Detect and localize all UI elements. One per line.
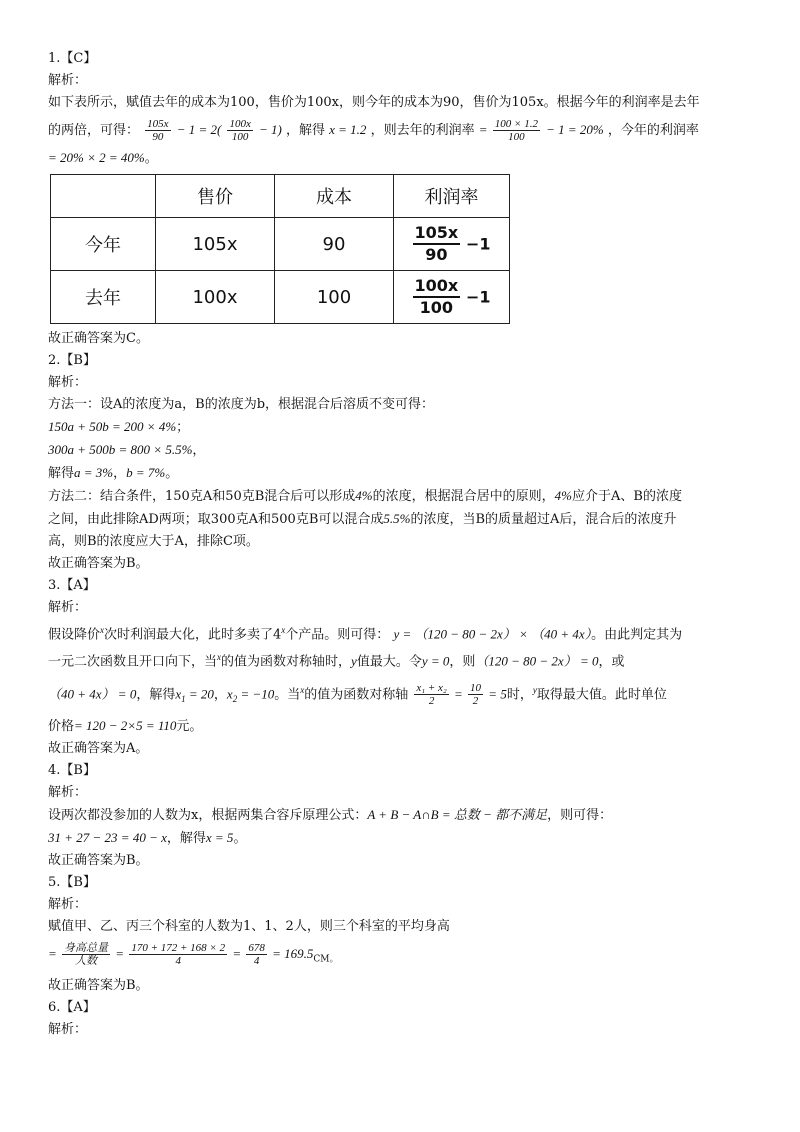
q3-l2i: ，或: [598, 654, 625, 670]
q1-fraction-100x-100: $\frac{100x}{100}$: [229, 118, 251, 143]
q2-l5b: 4%: [355, 488, 373, 503]
q3-l4a: 价格: [48, 718, 75, 734]
table-row: [51, 271, 510, 324]
q3-l2f: y = 0: [421, 653, 450, 669]
q3-l2c: 的值为函数对称轴时，: [221, 654, 352, 670]
q5-l2b: =: [112, 945, 128, 961]
q2-analysis-label: 解析：: [48, 375, 88, 390]
q2-line5: [48, 485, 758, 508]
q1-line2: [48, 114, 758, 147]
q4-l2b: ，解得: [166, 830, 206, 846]
q1-answer: 故正确答案为C。: [48, 331, 149, 346]
q3-l2a: 一元二次函数且开口向下，当: [48, 654, 218, 670]
table-header-cell: 售价: [156, 175, 275, 218]
q3-l4c: 元。: [176, 718, 203, 734]
q3-l3j: 的值为函数对称轴: [304, 686, 409, 702]
table-cell: 90: [275, 218, 394, 271]
q3-l1d: x: [281, 625, 286, 635]
q3-l3n: y: [532, 684, 537, 695]
q3-analysis-label: 解析：: [48, 600, 88, 615]
q4-answer: 故正确答案为B。: [48, 852, 149, 868]
q5-l2e: CM。: [313, 954, 339, 965]
q4-l1b: A + B − A∩B = 总数 − 都不满足: [367, 806, 548, 822]
q1-l2e: x = 1.2: [329, 122, 367, 137]
q3-l1f: y = （120 − 80 − 2x） × （40 + 4x）: [393, 626, 592, 642]
q1-fraction-120-100: $\frac{100 \times 1.2}{100}$: [494, 118, 538, 143]
q5-fraction-words: $\frac{\text{身高总量}}{\text{人数}}$: [64, 941, 109, 967]
table-cell: 去年: [51, 271, 156, 324]
q3-l3a: （40 + 4x） = 0: [48, 685, 137, 701]
q1-l3a: = 20% × 2 = 40%: [48, 150, 145, 165]
q1-heading: 1.【C】: [48, 51, 97, 66]
q3-l3b: ，解得: [136, 686, 176, 702]
q1-line1: 如下表所示，赋值去年的成本为100，售价为100x，则今年的成本为90，售价为105x。根据今年的利润率是去年: [48, 95, 700, 110]
table-cell: [394, 218, 510, 271]
q1-fraction-105x-90: $\frac{105x}{90}$: [147, 118, 169, 143]
q3-l1e: 个产品。则可得：: [285, 627, 390, 643]
q2-e2: 300a + 500b = 800 × 5.5%: [48, 442, 193, 457]
q2-heading: 2.【B】: [48, 353, 96, 368]
q2-e1p: ；: [176, 420, 190, 435]
q1-l2b: − 1 = 2(: [176, 122, 222, 137]
q3-l2e: 值最大。令: [356, 654, 422, 670]
q5-l2c: =: [229, 945, 245, 961]
q1-l3b: 。: [144, 151, 158, 166]
q2-l5a: 方法二：结合条件，150克A和50克B混合后可以形成: [48, 489, 356, 504]
q3-l3i: x: [300, 684, 305, 695]
q1-l2g: =: [478, 122, 491, 137]
q2-l4d: b = 7%: [126, 465, 166, 480]
q4-l2c: x = 5: [205, 829, 234, 845]
q4-line1: [48, 804, 758, 827]
q3-l3e: ，: [213, 686, 227, 702]
q2-line6: [48, 508, 758, 531]
profit-suffix: −1: [465, 287, 491, 307]
q2-line1: 方法一：设A的浓度为a，B的浓度为b，根据混合后溶质不变可得：: [48, 397, 435, 412]
profit-suffix: −1: [465, 234, 491, 254]
q4-line2: [48, 827, 758, 850]
q4-l2d: 。: [233, 830, 247, 846]
q3-l3l: = 5: [485, 685, 507, 701]
table-cell: [394, 271, 510, 324]
q3-l4b: = 120 − 2×5 = 110: [74, 717, 177, 733]
q3-fraction-axis: $\frac{\text{x₁ + x₂}}{2}$: [416, 681, 447, 707]
q1-l2f: ，则去年的利润率: [370, 123, 475, 138]
q1-l2a: 的两倍，可得：: [48, 123, 140, 138]
table-header-cell: [51, 175, 156, 218]
q2-l5c: 的浓度，根据混合居中的原则，: [372, 489, 555, 504]
q1-l2d: ，解得: [285, 123, 325, 138]
q2-eq1: [48, 416, 758, 439]
table-cell: 105x: [156, 218, 275, 271]
q3-l1g: 。由此判定其为: [591, 627, 683, 643]
q2-e2p: ，: [192, 443, 206, 458]
table-cell: 100: [275, 271, 394, 324]
q3-l3c: x: [175, 685, 182, 701]
q3-l3g: = −10: [237, 685, 275, 701]
q1-table: [50, 174, 510, 324]
table-header-row: [51, 175, 510, 218]
q3-l3h: 。当: [274, 686, 301, 702]
q2-l4a: 解得: [48, 466, 75, 481]
profit-fraction: $\frac{105x}{90}$: [414, 223, 459, 264]
q2-l4c: ，: [113, 466, 127, 481]
q3-l1c: 次时利润最大化，此时多卖了4: [104, 627, 282, 643]
q3-answer: 故正确答案为A。: [48, 740, 149, 756]
q3-l1b: x: [100, 625, 105, 635]
q3-l2g: ，则: [449, 654, 476, 670]
q4-analysis-label: 解析：: [48, 784, 88, 800]
q1-analysis-label: 解析：: [48, 73, 88, 88]
q4-l1a: 设两次都没参加的人数为x，根据两集合容斥原理公式：: [48, 807, 368, 823]
q3-l2d: y: [351, 653, 357, 669]
q2-l5d: 4%: [554, 488, 572, 503]
q2-line7: 高，则B的浓度应大于A，排除C项。: [48, 534, 259, 549]
q5-fraction-sum: $\frac{170 + 172 + 168 \times 2}{4}$: [131, 941, 226, 967]
q3-l3f2: 2: [232, 693, 238, 704]
q2-l4b: a = 3%: [74, 465, 114, 480]
q5-line1: 赋值甲、乙、丙三个科室的人数为1、1、2人，则三个科室的平均身高: [48, 918, 450, 934]
q3-l3c1: 1: [181, 693, 186, 704]
q3-l3f: x: [226, 685, 233, 701]
q4-heading: 4.【B】: [48, 762, 96, 778]
q1-l2i: ，今年的利润率: [607, 123, 699, 138]
document-page: [48, 48, 758, 1041]
q1-l2c: − 1): [258, 122, 282, 137]
q2-l6c: 的浓度，当B的质量超过A后，混合后的浓度升: [410, 512, 677, 527]
q4-l1c: ，则可得：: [547, 807, 613, 823]
q3-l3m: 时，: [506, 686, 533, 702]
q5-answer: 故正确答案为B。: [48, 978, 149, 994]
table-cell: 100x: [156, 271, 275, 324]
q3-line4: [48, 715, 758, 738]
q5-heading: 5.【B】: [48, 874, 96, 890]
q1-line3: [48, 147, 758, 170]
profit-fraction: $\frac{100x}{100}$: [414, 276, 459, 317]
q5-l2d: = 169.5: [268, 945, 314, 961]
q2-l6b: 5.5%: [383, 511, 411, 526]
table-header-cell: 成本: [275, 175, 394, 218]
q3-heading: 3.【A】: [48, 578, 96, 593]
q2-answer: 故正确答案为B。: [48, 556, 149, 571]
q3-l1a: 假设降价: [48, 627, 101, 643]
q5-l2a: =: [48, 945, 61, 961]
q5-fraction-678: $\frac{678}{4}$: [248, 941, 265, 967]
q3-line1: [48, 619, 758, 646]
q2-line4: [48, 462, 758, 485]
q3-l3d: = 20: [185, 685, 214, 701]
q1-l2h: − 1 = 20%: [546, 122, 604, 137]
table-cell: 今年: [51, 218, 156, 271]
q5-analysis-label: 解析：: [48, 896, 88, 912]
q3-l3o: 取得最大值。此时单位: [536, 686, 667, 702]
q2-l5e: 应介于A、B的浓度: [572, 489, 682, 504]
q6-analysis-label: 解析：: [48, 1022, 88, 1038]
q6-heading: 6.【A】: [48, 1000, 96, 1016]
q3-fraction-10-2: $\frac{10}{2}$: [470, 681, 482, 707]
q3-l2b: x: [217, 652, 222, 663]
q2-e1: 150a + 50b = 200 × 4%: [48, 419, 177, 434]
q2-eq2: [48, 439, 758, 462]
q5-line2: [48, 938, 758, 976]
q4-l2a: 31 + 27 − 23 = 40 − x: [48, 829, 167, 845]
q2-l6a: 之间，由此排除AD两项；取300克A和500克B可以混合成: [48, 512, 384, 527]
q2-l4e: 。: [165, 466, 179, 481]
q3-line2: [48, 646, 758, 673]
table-row: [51, 218, 510, 271]
table-header-cell: 利润率: [394, 175, 510, 218]
q3-l2h: （120 − 80 − 2x） = 0: [475, 653, 599, 669]
q3-line3: [48, 674, 758, 715]
q3-l3k: =: [450, 685, 467, 701]
